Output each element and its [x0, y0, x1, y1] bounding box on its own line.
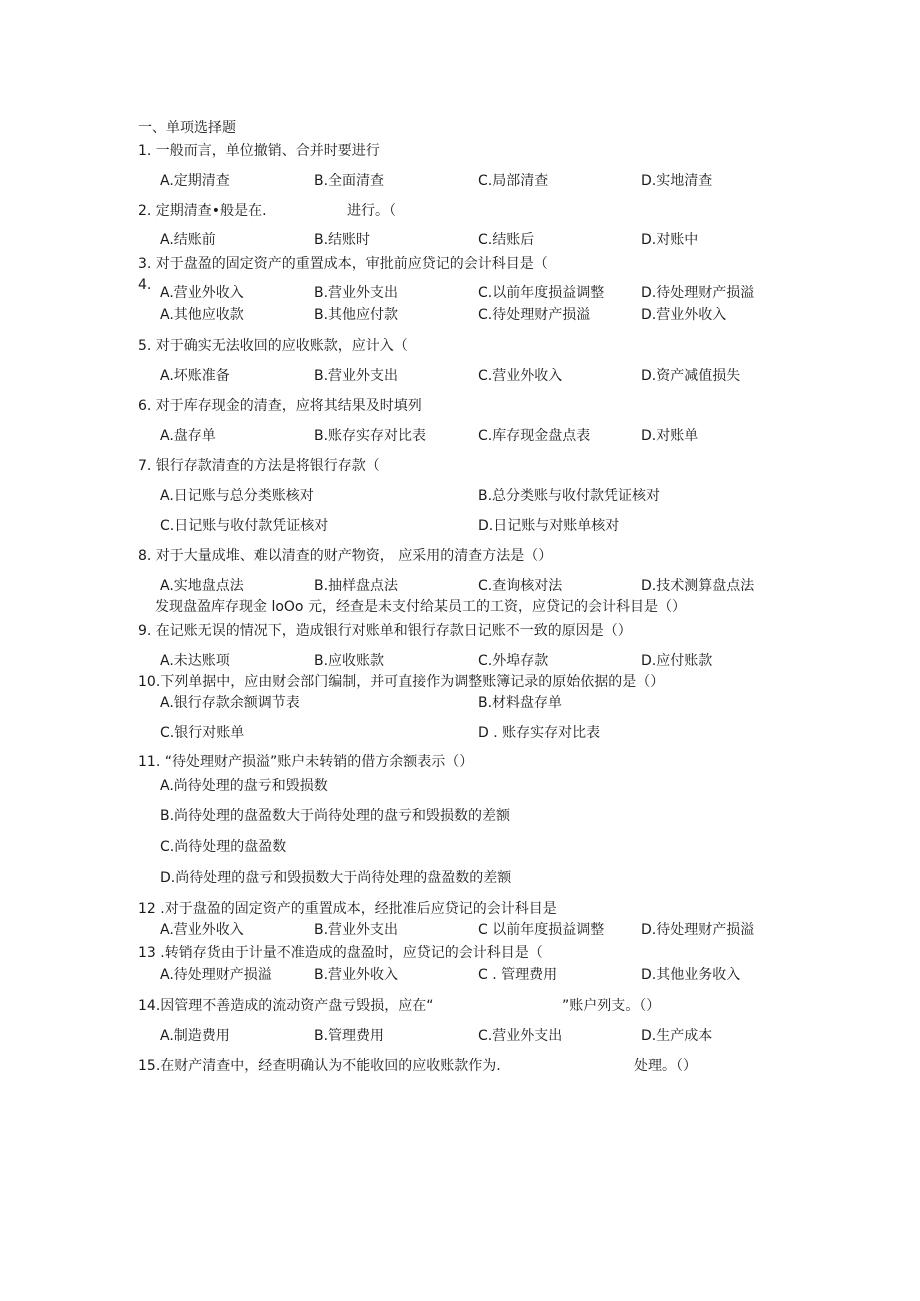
question-1-option-a: A.定期清查 — [160, 173, 230, 189]
question-12-option-b: B.营业外支出 — [314, 922, 399, 938]
question-11-option-d: D.尚待处理的盘亏和毁损数大于尚待处理的盘盈数的差额 — [160, 870, 512, 886]
question-15-stem-tail: 处理。（） — [634, 1058, 697, 1074]
question-10-option-d: D . 账存实存对比表 — [478, 725, 601, 741]
question-11-option-b: B.尚待处理的盘盈数大于尚待处理的盘亏和毁损数的差额 — [160, 808, 511, 824]
question-8-stem: 8. 对于大量成堆、难以清查的财产物资， 应采用的清查方法是（） — [138, 548, 553, 564]
question-5-option-c: C.营业外收入 — [478, 368, 563, 384]
question-4-option-a: A.其他应收款 — [160, 307, 244, 323]
question-3-option-d: D.待处理财产损溢 — [641, 285, 755, 301]
question-7-option-d: D.日记账与对账单核对 — [478, 518, 620, 534]
question-4-option-b: B.其他应付款 — [314, 307, 399, 323]
question-2-option-b: B.结账时 — [314, 232, 371, 248]
question-1-option-c: C.局部清查 — [478, 173, 549, 189]
question-13-option-c: C . 管理费用 — [478, 967, 558, 983]
question-12-option-c: C 以前年度损益调整 — [478, 922, 605, 938]
question-10-option-b: B.材料盘存单 — [478, 695, 563, 711]
question-13-option-b: B.营业外收入 — [314, 967, 399, 983]
question-4-option-c: C.待处理财产损溢 — [478, 307, 591, 323]
question-6-option-b: B.账存实存对比表 — [314, 428, 427, 444]
question-5-stem: 5. 对于确实无法收回的应收账款，应计入（ — [138, 338, 408, 354]
question-11-option-a: A.尚待处理的盘亏和毁损数 — [160, 778, 328, 794]
question-2-option-d: D.对账中 — [641, 232, 699, 248]
question-7-option-a: A.日记账与总分类账核对 — [160, 488, 314, 504]
question-14-option-d: D.生产成本 — [641, 1028, 713, 1044]
question-2-stem: 2. 定期清查•般是在. — [138, 203, 267, 219]
question-11-stem: 11. “待处理财产损溢”账户未转销的借方余额表示（） — [138, 754, 474, 770]
question-5-option-a: A.坏账准备 — [160, 368, 230, 384]
question-9-option-b: B.应收账款 — [314, 653, 385, 669]
question-13-option-d: D.其他业务收入 — [641, 967, 741, 983]
question-9-stem: 9. 在记账无误的情况下，造成银行对账单和银行存款日记账不一致的原因是（） — [138, 623, 632, 639]
question-6-option-c: C.库存现金盘点表 — [478, 428, 591, 444]
question-12-option-a: A.营业外收入 — [160, 922, 244, 938]
question-5-option-b: B.营业外支出 — [314, 368, 399, 384]
question-12-option-d: D.待处理财产损溢 — [641, 922, 755, 938]
question-14-stem: 14.因管理不善造成的流动资产盘亏毁损，应在“ — [138, 998, 434, 1014]
question-1-option-d: D.实地清查 — [641, 173, 713, 189]
question-5-option-d: D.资产减值损失 — [641, 368, 741, 384]
question-4-number: 4. — [138, 277, 152, 293]
question-12-stem: 12 .对于盘盈的固定资产的重置成本，经批准后应贷记的会计科目是 — [138, 901, 557, 917]
question-9-option-a: A.未达账项 — [160, 653, 230, 669]
question-11-option-c: C.尚待处理的盘盈数 — [160, 839, 287, 855]
question-3-option-a: A.营业外收入 — [160, 285, 244, 301]
question-3-option-b: B.营业外支出 — [314, 285, 399, 301]
question-7-option-c: C.日记账与收付款凭证核对 — [160, 518, 329, 534]
question-6-option-a: A.盘存单 — [160, 428, 216, 444]
question-3-option-c: C.以前年度损益调整 — [478, 285, 605, 301]
question-1-stem: 1. 一般而言，单位撤销、合并时要进行 — [138, 143, 380, 159]
question-13-option-a: A.待处理财产损溢 — [160, 967, 272, 983]
question-13-stem: 13 .转销存货由于计量不准造成的盘盈时，应贷记的会计科目是（ — [138, 945, 543, 961]
question-8-option-d: D.技术测算盘点法 — [641, 578, 755, 594]
question-2-stem-tail: 进行。（ — [347, 203, 396, 219]
stray-note-line: 发现盘盈库存现金 loOo 元，经查是未支付给某员工的工资，应贷记的会计科目是（） — [155, 599, 686, 615]
question-1-option-b: B.全面清查 — [314, 173, 385, 189]
question-8-option-c: C.查询核对法 — [478, 578, 563, 594]
question-7-option-b: B.总分类账与收付款凭证核对 — [478, 488, 661, 504]
question-10-stem: 10.下列单据中，应由财会部门编制，并可直接作为调整账簿记录的原始依据的是（） — [138, 674, 665, 690]
question-3-stem: 3. 对于盘盈的固定资产的重置成本，审批前应贷记的会计科目是（ — [138, 256, 548, 272]
question-9-option-d: D.应付账款 — [641, 653, 713, 669]
question-2-option-a: A.结账前 — [160, 232, 216, 248]
question-14-option-a: A.制造费用 — [160, 1028, 230, 1044]
question-14-stem-tail: ”账户列支。（） — [562, 998, 661, 1014]
section-title: 一、单项选择题 — [138, 120, 236, 136]
question-6-option-d: D.对账单 — [641, 428, 699, 444]
question-14-option-b: B.管理费用 — [314, 1028, 385, 1044]
question-8-option-b: B.抽样盘点法 — [314, 578, 399, 594]
question-10-option-c: C.银行对账单 — [160, 725, 245, 741]
question-10-option-a: A.银行存款余额调节表 — [160, 695, 300, 711]
question-6-stem: 6. 对于库存现金的清查，应将其结果及时填列 — [138, 398, 422, 414]
question-7-stem: 7. 银行存款清查的方法是将银行存款（ — [138, 458, 380, 474]
question-4-option-d: D.营业外收入 — [641, 307, 727, 323]
question-9-option-c: C.外埠存款 — [478, 653, 549, 669]
question-14-option-c: C.营业外支出 — [478, 1028, 563, 1044]
question-2-option-c: C.结账后 — [478, 232, 535, 248]
question-15-stem: 15.在财产清查中，经查明确认为不能收回的应收账款作为. — [138, 1058, 501, 1074]
question-8-option-a: A.实地盘点法 — [160, 578, 244, 594]
